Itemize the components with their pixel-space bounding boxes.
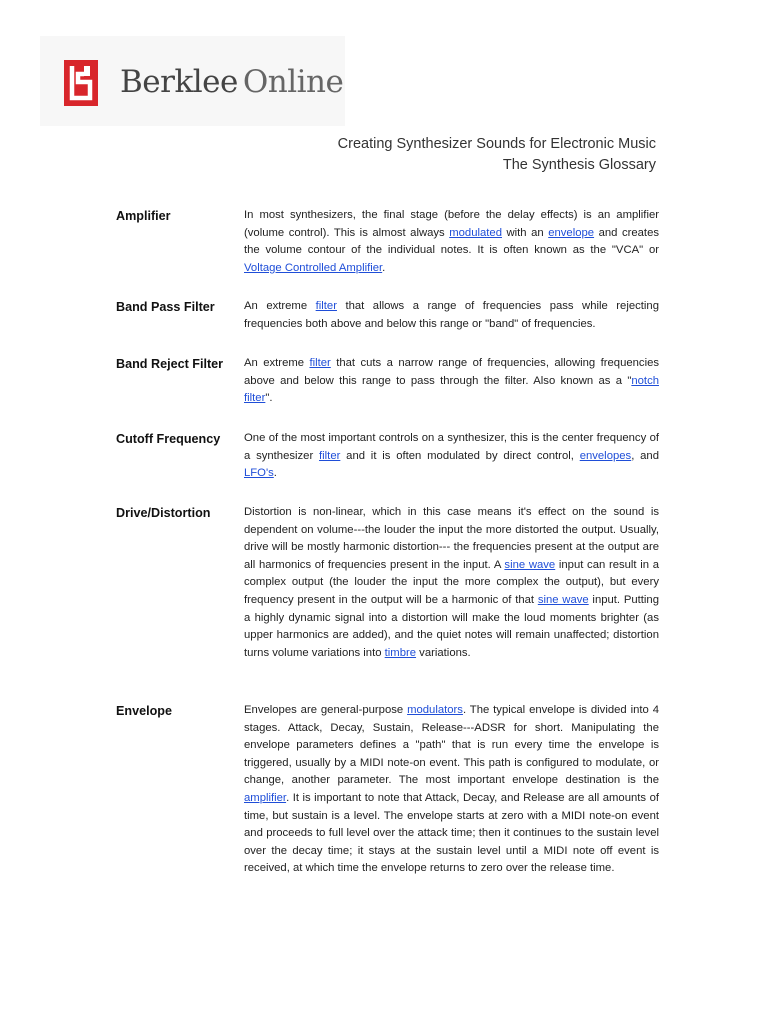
definition-segment: with an: [501, 226, 549, 239]
definition-segment: .: [382, 261, 386, 274]
definition-segment: that allows a range of frequencies pass while rejecting frequencies both above and below this range or "band" of frequencies.: [244, 300, 659, 330]
glossary-link[interactable]: modulators: [407, 704, 463, 716]
glossary-link[interactable]: modulated: [449, 226, 502, 239]
term-label: Band Pass Filter: [116, 300, 215, 314]
definition-text: [244, 702, 659, 878]
definition-segment: One of the most important controls on a synthesizer, this is the center frequency of a synthesizer: [244, 432, 659, 462]
definition-segment: and creates the volume contour of the individual notes. It is often known as the "VCA" or: [244, 226, 659, 257]
title-line-1: Creating Synthesizer Sounds for Electronic Music: [337, 136, 656, 152]
logo-sub: Online: [242, 64, 344, 100]
berklee-logo-icon: [64, 60, 98, 106]
glossary-link[interactable]: timbre: [384, 646, 417, 659]
glossary-link[interactable]: filter: [319, 449, 341, 462]
definition-segment: . The typical envelope is divided into 4 stages. Attack, Decay, Sustain, Release---ADSR for short. Manipulating the envelope parameters defines a "path" that is run every time the envelope is triggered, usually by a MIDI note-on event. This path is configured to modulate, or change, another parameter. The most important envelope destination is the: [244, 704, 659, 787]
definition-segment: . It is important to note that Attack, Decay, and Release are all amounts of time, but sustain is a level. The envelope starts at zero with a MIDI note-on event and proceeds to full level over the attack time; then it continues to the sustain level over the decay time; it stays at the sustain level until a MIDI note off event is received, at which time the envelope returns to zero over the release time.: [244, 791, 659, 875]
definition-segment: An extreme: [244, 357, 310, 369]
definition-segment: variations.: [416, 646, 471, 659]
definition-segment: and it is often modulated by direct control,: [340, 449, 580, 462]
document-title: [338, 134, 656, 176]
glossary-link[interactable]: filter: [309, 357, 331, 369]
logo-wordmark: [120, 64, 343, 100]
definition-text: [244, 430, 659, 483]
glossary-link[interactable]: LFO's: [244, 467, 274, 480]
definition-text: [244, 298, 659, 333]
glossary-link[interactable]: notch filter: [244, 374, 659, 405]
glossary-link[interactable]: envelopes: [579, 449, 632, 462]
glossary-link[interactable]: sine wave: [504, 558, 556, 571]
definition-segment: ".: [265, 392, 273, 405]
definition-text: [244, 207, 659, 277]
title-line-2: The Synthesis Glossary: [502, 157, 656, 173]
glossary-link[interactable]: sine wave: [537, 593, 589, 606]
definition-text: [244, 504, 659, 662]
definition-segment: Distortion is non-linear, which in this case means it's effect on the sound is dependent on volume---the louder the input the more distorted the output. Usually, drive will be mostly harmonic distortion--- the frequencies present at the output are all harmonics of frequencies present in the input. A: [244, 506, 659, 571]
glossary-link[interactable]: envelope: [548, 226, 595, 239]
term-label: Band Reject Filter: [116, 357, 224, 371]
definition-segment: input. Putting a highly dynamic signal into a distortion will make the loud moments brighter (as upper harmonics are added), and the quiet notes will remain unaffected; distortion turns volume variations into: [244, 593, 659, 659]
definition-segment: Envelopes are general-purpose: [244, 704, 408, 716]
glossary-link[interactable]: amplifier: [244, 791, 287, 804]
term-label: Amplifier: [116, 209, 171, 223]
logo-brand: Berklee: [120, 64, 238, 100]
glossary-link[interactable]: filter: [315, 300, 337, 312]
term-label: Envelope: [116, 704, 172, 718]
definition-segment: that cuts a narrow range of frequencies, allowing frequencies above and below this range to pass through the filter. Also known as a ": [244, 357, 660, 387]
definition-segment: In most synthesizers, the final stage (before the delay effects) is an amplifier (volume control). This is almost always: [244, 209, 659, 239]
definition-segment: .: [273, 467, 277, 480]
definition-segment: input can result in a complex output (the louder the input the more complex the output), but every frequency present in the output will be a harmonic of that: [244, 558, 659, 606]
definition-segment: An extreme: [244, 300, 316, 312]
berklee-online-logo[interactable]: [40, 36, 345, 126]
term-label: Drive/Distortion: [116, 506, 211, 520]
glossary-link[interactable]: Voltage Controlled Amplifier: [244, 261, 383, 274]
definition-segment: , and: [631, 449, 659, 462]
definition-text: [244, 355, 659, 408]
term-label: Cutoff Frequency: [116, 432, 221, 446]
